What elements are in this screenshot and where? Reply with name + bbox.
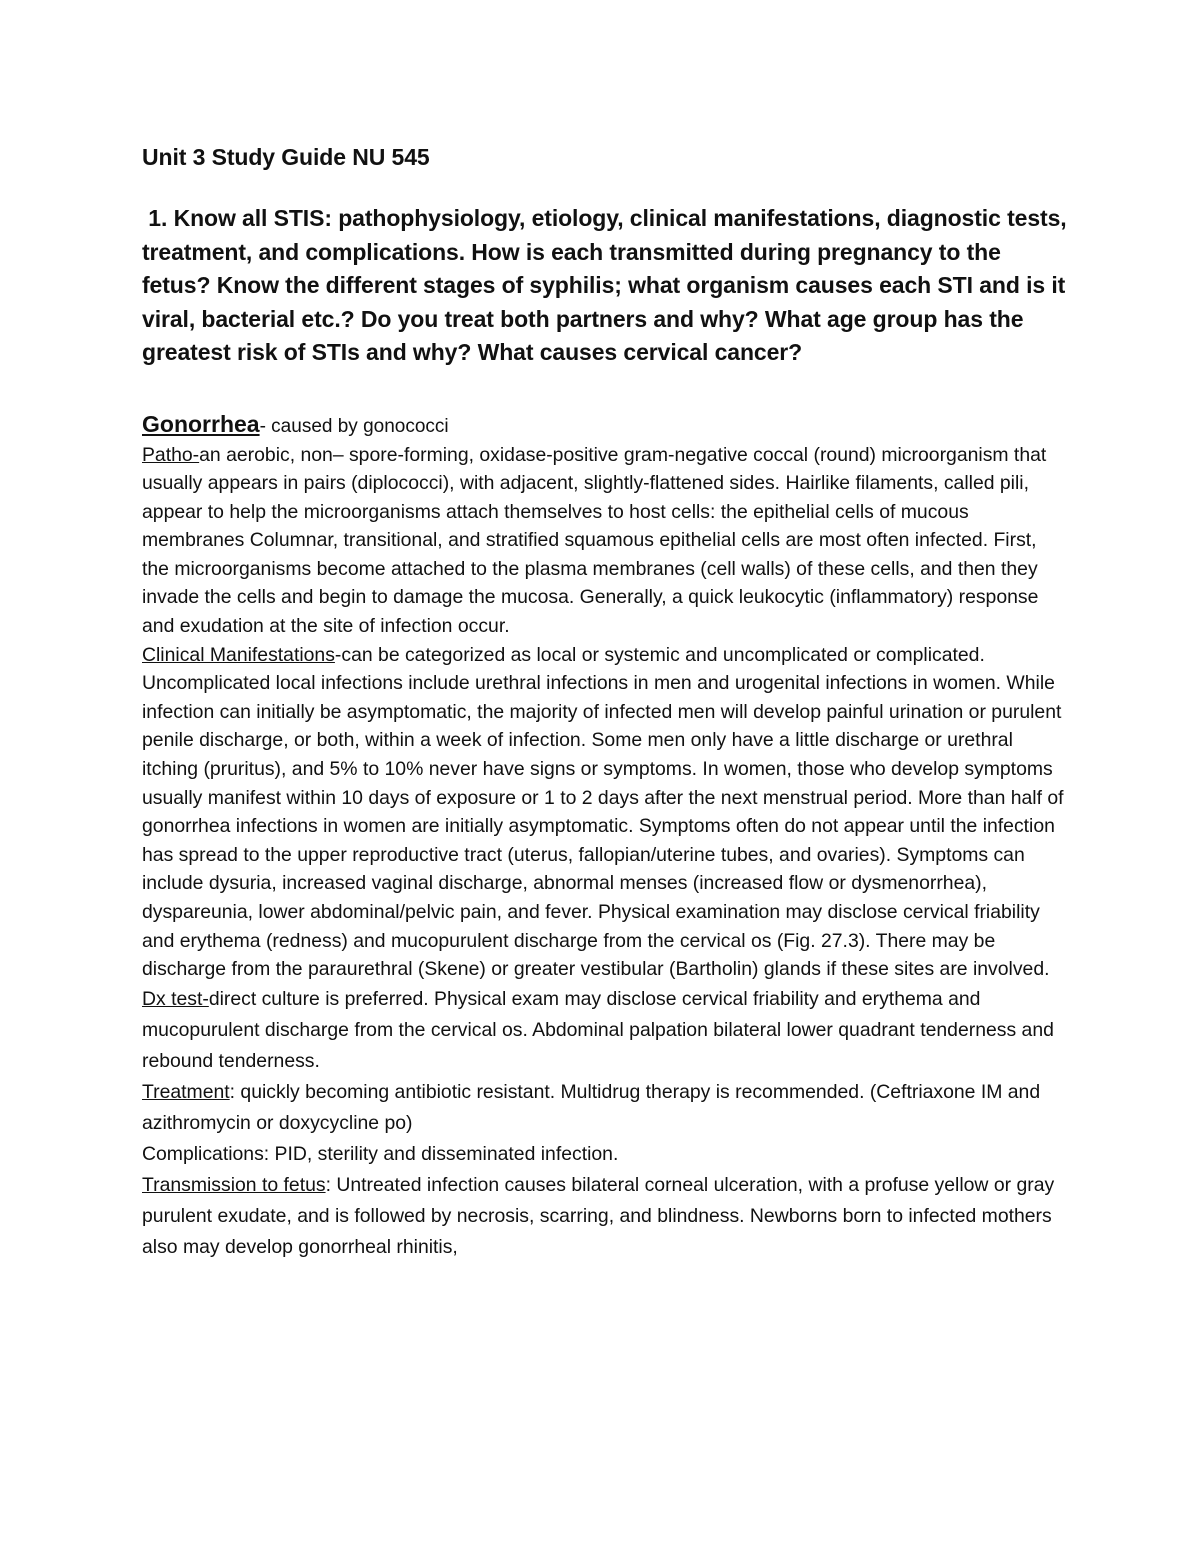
patho-paragraph (142, 441, 1067, 641)
document-content (142, 140, 1073, 1263)
transmission-label: Transmission to fetus (142, 1173, 326, 1196)
section-heading-line (142, 410, 1067, 441)
section-heading: Gonorrhea (142, 410, 260, 437)
treatment-paragraph (142, 1077, 1067, 1139)
clinical-paragraph (142, 641, 1067, 984)
clinical-text: -can be categorized as local or systemic and uncomplicated or complicated. Uncomplicated local infections include urethral infections in men and urogenital infections in women. While infection can initially be asymptomatic, the majority of infected men will develop painful urination or purulent penile discharge, or both, within a week of infection. Some men only have a little discharge or urethral itching (pruritus), and 5% to 10% never have signs or symptoms. In women, those who develop symptoms usually manifest within 10 days of exposure or 1 to 2 days after the next menstrual period. More than half of gonorrhea infections in women are initially asymptomatic. Symptoms often do not appear until the infection has spread to the upper reproductive tract (uterus, fallopian/uterine tubes, and ovaries). Symptoms can include dysuria, increased vaginal discharge, abnormal menses (increased flow or dysmenorrhea), dyspareunia, lower abdominal/pelvic pain, and fever. Physical examination may disclose cervical friability and erythema (redness) and mucopurulent discharge from the cervical os (Fig. 27.3). There may be discharge from the paraurethral (Skene) or greater vestibular (Bartholin) glands if these sites are involved. (142, 643, 1064, 981)
treatment-label: Treatment (142, 1080, 230, 1103)
clinical-label: Clinical Manifestations (142, 643, 335, 666)
dx-label: Dx test- (142, 987, 209, 1010)
patho-label: Patho- (142, 443, 200, 466)
transmission-paragraph (142, 1170, 1067, 1263)
study-question: 1. Know all STIS: pathophysiology, etiology, clinical manifestations, diagnostic tests, treatment, and complications. How is each transmitted during pregnancy to the fetus? Know the different stages of syphilis; what organism causes each STI and is it viral, bacterial etc.? Do you treat both partners and why? What age group has the greatest risk of STIs and why? What causes cervical cancer? (142, 205, 1073, 365)
transmission-text: : Untreated infection causes bilateral corneal ulceration, with a profuse yellow or gray purulent exudate, and is followed by necrosis, scarring, and blindness. Newborns born to infected mothers also may develop gonorrheal rhinitis, (142, 1173, 1055, 1258)
section-heading-suffix: - caused by gonococci (259, 415, 449, 437)
dx-paragraph (142, 984, 1067, 1077)
document-title: Unit 3 Study Guide NU 545 (142, 144, 430, 170)
treatment-text: : quickly becoming antibiotic resistant. Multidrug therapy is recommended. (Ceftriaxone IM and azithromycin or doxycycline po) (142, 1080, 1041, 1134)
patho-text: an aerobic, non– spore-forming, oxidase-positive gram-negative coccal (round) microorganism that usually appears in pairs (diplococci), with adjacent, slightly-flattened sides. Hairlike filaments, called pili, appear to help the microorganisms attach themselves to host cells: the epithelial cells of mucous membranes Columnar, transitional, and stratified squamous epithelial cells are most often infected. First, the microorganisms become attached to the plasma membranes (cell walls) of these cells, and then they invade the cells and begin to damage the mucosa. Generally, a quick leukocytic (inflammatory) response and exudation at the site of infection occur. (142, 443, 1047, 638)
complications-paragraph: Complications: PID, sterility and disseminated infection. (142, 1142, 619, 1165)
dx-text: direct culture is preferred. Physical exam may disclose cervical friability and erythema and mucopurulent discharge from the cervical os. Abdominal palpation bilateral lower quadrant tenderness and rebound tenderness. (142, 987, 1054, 1072)
